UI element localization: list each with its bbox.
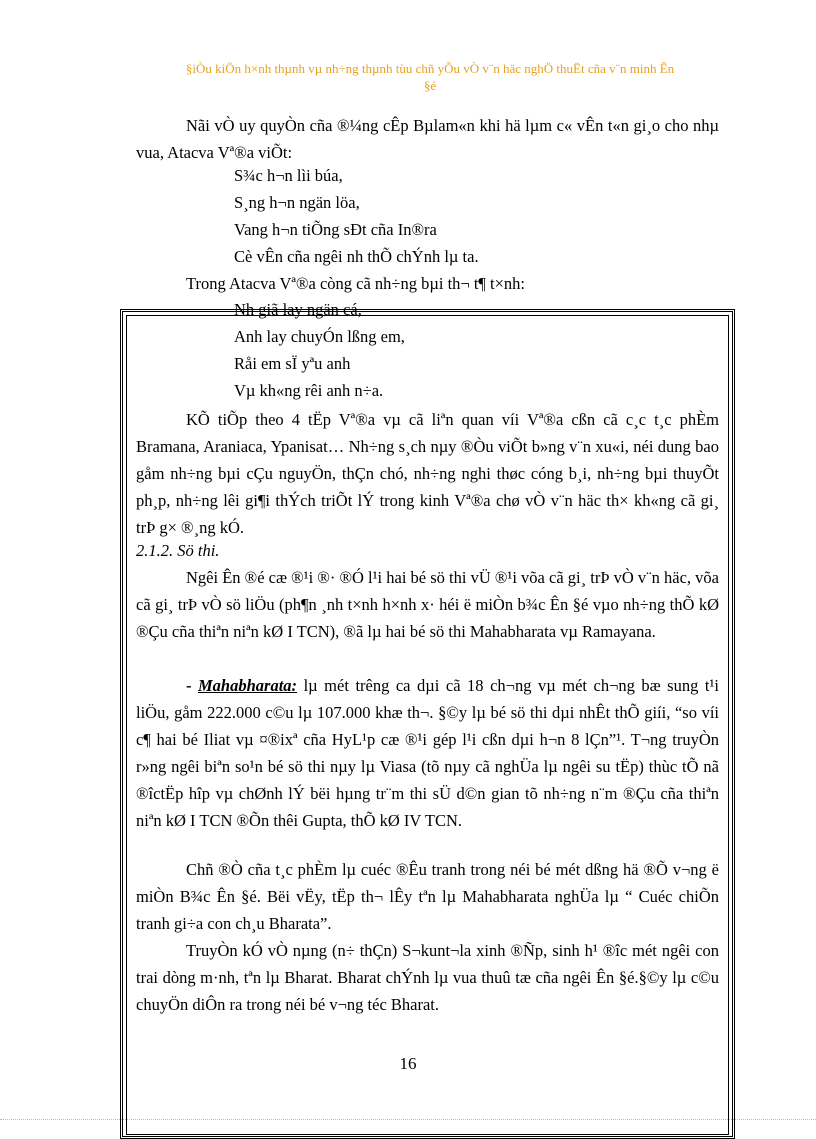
verse-1-line-4: Cè vÊn cña ngêi nh thÕ chÝnh lµ ta. (234, 247, 479, 266)
mahabharata-term: Mahabharata: (198, 676, 298, 695)
verse-2-line-4: Vµ kh«ng rêi anh n÷a. (234, 381, 384, 400)
verse-2-line-3: Råi em sÏ yªu anh (234, 354, 351, 373)
verse-1-line-1: S¾c h¬n lìi búa, (234, 166, 343, 185)
paragraph-1: Nãi vÒ uy quyÒn cña ®¼ng cÊp Bµlam«n khi hä lµm c« vÊn t«n gi¸o cho nhµ vua, Atacva Vª®a viÕt: (136, 116, 719, 162)
paragraph-7: TruyÒn kÓ vÒ nµng (n÷ thÇn) S¬kunt¬la xinh ®Ñp, sinh h¹ ®îc mét ngêi con trai dòng m·nh, tªn lµ Bharat. Bharat chÝnh lµ vua thuû tæ cña ngêi Ên §é.§©y lµ c©u chuyÖn diÔn ra trong néi bé v¬ng téc Bharat. (136, 941, 719, 1014)
paragraph-5-body: lµ mét trêng ca dµi cã 18 ch¬ng vµ mét ch¬ng bæ sung t¹i liÖu, gåm 222.000 c©u lµ 107.000 khæ th¬. §©y lµ bé sö thi dµi nhÊt thÕ giíi, “so víi c¶ hai bé Iliat vµ ¤®ixª cña HyL¹p cæ ®¹i gép l¹i cßn dµi h¬n 8 lÇn”¹. T¬ng truyÒn r»ng ngêi biªn so¹n bé sö thi nµy lµ Viasa (tõ nµy cã nghÜa lµ ngêi su tËp) thùc tÕ nã ®îctËp hîp vµ chØnh lÝ bëi hµng tr¨m thi sÜ d©n gian tõ nh÷ng n¨m ®Çu cña thiªn niªn kØ I TCN ®Õn thêi Gupta, thÕ kØ IV TCN. (136, 676, 719, 830)
verse-2-line-1: Nh giã lay ngän cá, (234, 300, 362, 319)
verse-1-line-2: S¸ng h¬n ngän löa, (234, 193, 360, 212)
section-heading: 2.1.2. Sö thi. (136, 541, 220, 560)
paragraph-5 (136, 672, 719, 834)
page-number: 16 (399, 1054, 417, 1073)
paragraph-5-lead: - (186, 676, 199, 695)
verse-2-line-2: Anh lay chuyÓn lßng em, (234, 327, 405, 346)
page-bottom-dots (0, 1119, 816, 1120)
verse-1-line-3: Vang h¬n tiÕng sÐt cña In®ra (234, 220, 437, 239)
paragraph-2-intro: Trong Atacva Vª®a còng cã nh÷ng bµi th¬ t¶ t×nh: (186, 274, 525, 293)
header-line-1: §iÒu kiÖn h×nh thµnh vµ nh÷ng thµnh tùu chñ yÕu vÒ v¨n häc nghÖ thuËt cña v¨n minh Ên (185, 61, 675, 76)
paragraph-4: Ngêi Ên ®é cæ ®¹i ®· ®Ó l¹i hai bé sö thi vÜ ®¹i võa cã gi¸ trÞ vÒ v¨n häc, võa cã gi¸ trÞ vÒ sö liÖu (ph¶n ¸nh t×nh h×nh x· héi ë miÒn b¾c Ên §é vµo nh÷ng thÕ kØ ®Çu cña thiªn niªn kØ I TCN), ®ã lµ hai bé sö thi Mahabharata vµ Ramayana. (136, 568, 719, 641)
paragraph-3: KÕ tiÕp theo 4 tËp Vª®a vµ cã liªn quan víi Vª®a cßn cã c¸c t¸c phÈm Bramana, Araniaca, Ypanisat… Nh÷ng s¸ch nµy ®Òu viÕt b»ng v¨n xu«i, néi dung bao gåm nh÷ng bµi cÇu nguyÖn, thÇn chó, nh÷ng nghi thøc cóng b¸i, nh÷ng bµi thuyÕt ph¸p, nh÷ng lêi gi¶i thÝch triÕt lÝ trong kinh Vª®a chø vÒ v¨n häc th× kh«ng cã gi¸ trÞ g× ®¸ng kÓ. (136, 410, 719, 537)
header-line-2: §é (423, 78, 437, 93)
page-header (140, 60, 720, 94)
paragraph-6: Chñ ®Ò cña t¸c phÈm lµ cuéc ®Êu tranh trong néi bé mét dßng hä ®Õ v¬ng ë miÒn B¾c Ên §é. Bëi vËy, tËp th¬ lÊy tªn lµ Mahabharata nghÜa lµ “ Cuéc chiÕn tranh gi÷a con ch¸u Bharata”. (136, 860, 719, 933)
